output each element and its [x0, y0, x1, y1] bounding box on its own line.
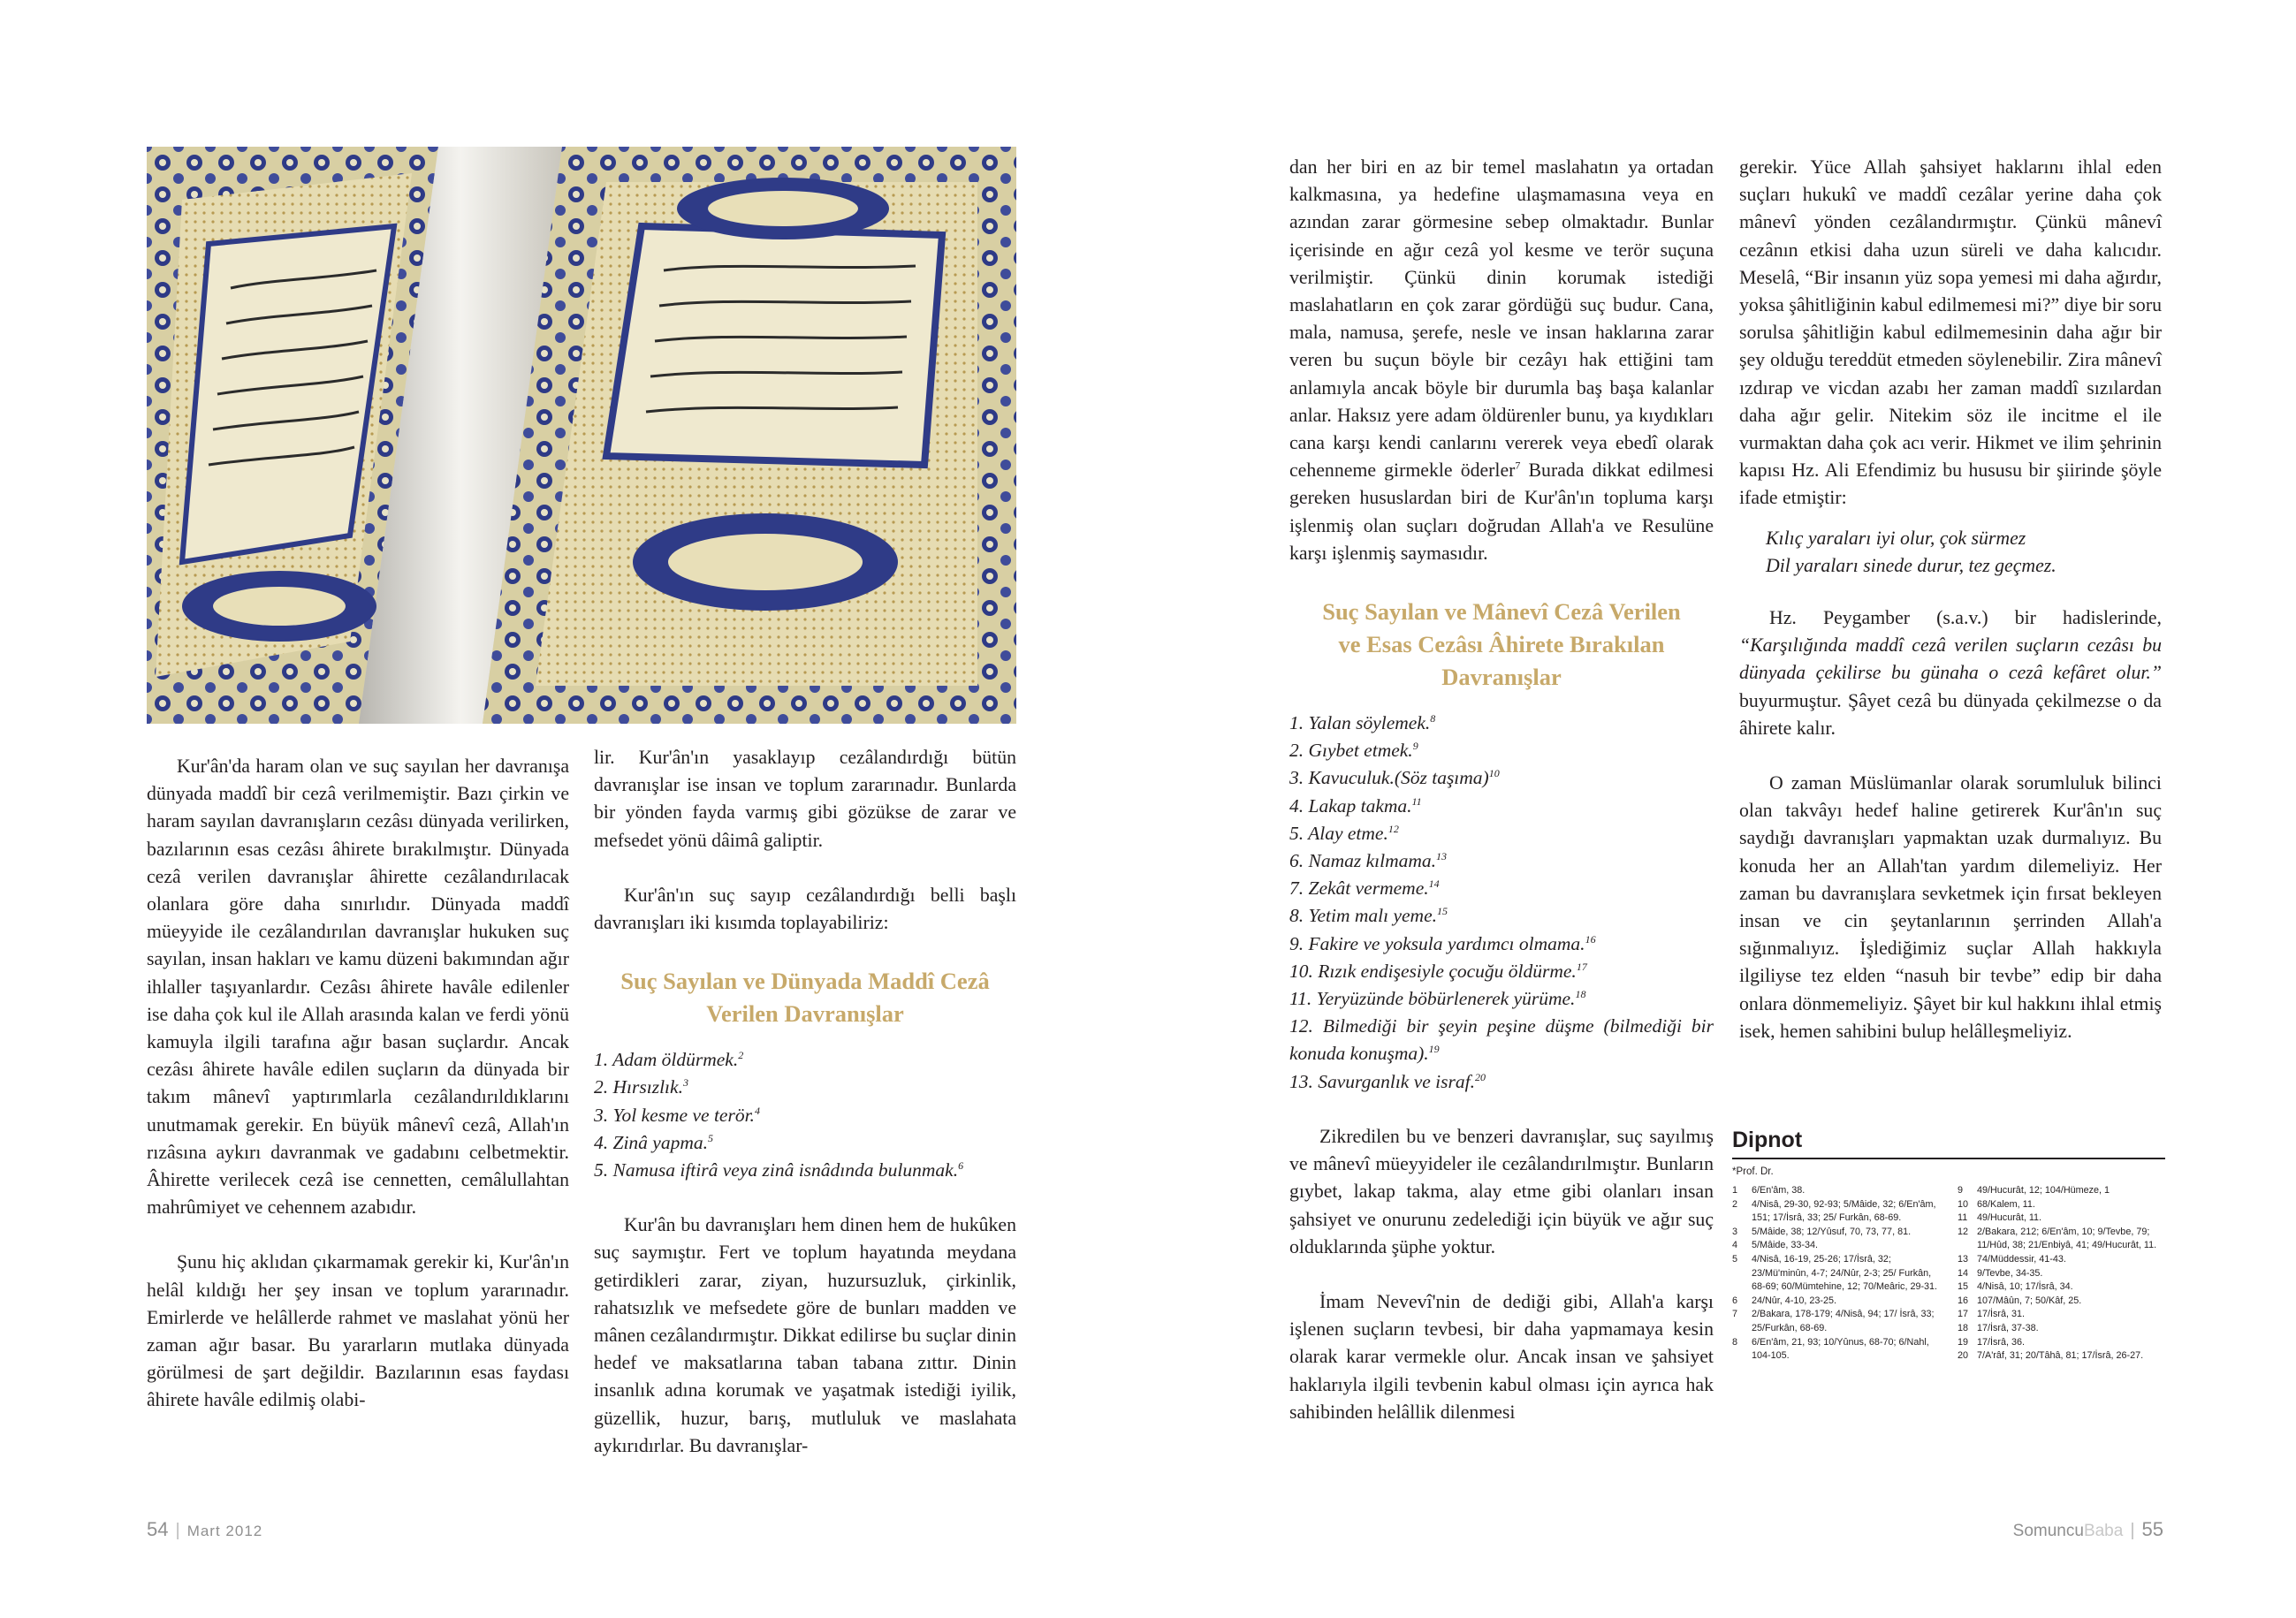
list-item: 2. Gıybet etmek.$^9$: [1289, 740, 1418, 762]
list-item: 6. Namaz kılmama.$^{13}$: [1289, 849, 1448, 872]
list-item: 10. Rızık endişesiyle çocuğu öldürme.$^{17}$: [1289, 960, 1587, 982]
paragraph: Kur'ân'ın suç sayıp cezâlandırdığı belli başlı davranışları iki kısımda toplayabiliriz:: [594, 884, 1016, 934]
column-3: [1289, 154, 1714, 1426]
list-item: 1. Adam öldürmek.$^2$: [594, 1049, 744, 1071]
list-item: 5. Namusa iftirâ veya zinâ isnâdında bulunmak.$^6$: [594, 1158, 964, 1181]
footnote: 10 68/Kalem, 11.: [1958, 1198, 2035, 1210]
footnote: 13 74/Müddessir, 41-43.: [1958, 1253, 2066, 1265]
footnote: 19 17/İsrâ, 36.: [1958, 1336, 2026, 1348]
page-footer-left: [147, 1518, 262, 1541]
list-item: 4. Lakap takma.$^{11}$: [1289, 794, 1422, 817]
paragraph: Kur'ân'da haram olan ve suç sayılan her davranışa dünyada maddî bir cezâ verilmemiştir. Bazı çirkin ve haram sayılan davranışların cezâsı dünyada verilirken, bazılarının esas cezâsı âhirete bırakılmıştır. Dünyada cezâ verilen davranışlar âhirette cezâlandırılacak olanlara göre daha sınırlıdır. Dünyada maddî müeyyide ile cezâlandırılan davranışlar hukuken suç sayılan, insan hakları ve kamu düzeni bakımından ağır ihlaller taşıyanlardır. Cezâsı âhirete havâle edilenler ise daha çok kul ile Allah arasında kalan ve ferdi yönü kamuyla ilgili tarafına ağır basan suçlardır. Ancak cezâsı âhirete havâle edilen suçların da dünyada bir takım mânevî yaptırımlarla cezâlandırıldıklarını unutmamak gerekir. En büyük mânevî cezâ, Allah'ın rızâsına aykırı davranmak ve gadabını celbetmektir. Âhirette verilecek cezâ ise cennetten, cemâlullahtan mahrûmiyet ve cehennem azabıdır.: [147, 756, 569, 1219]
footnote: 16 107/Mâûn, 7; 50/Kâf, 25.: [1958, 1295, 2082, 1306]
author-note: *Prof. Dr.: [1732, 1166, 1774, 1177]
list-item: 5. Alay etme.$^{12}$: [1289, 822, 1399, 844]
list-item: 9. Fakire ve yoksula yardımcı olmama.$^{16}$: [1289, 932, 1596, 954]
list-item: 7. Zekât vermeme.$^{14}$: [1289, 877, 1440, 900]
footnote: 3 5/Mâide, 38; 12/Yûsuf, 70, 73, 77, 81.: [1732, 1226, 1912, 1237]
issue-date: Mart 2012: [186, 1523, 263, 1539]
footnote: 5 4/Nisâ, 16-19, 25-26; 17/İsrâ, 32; 23/Mü'minûn, 4-7; 24/Nûr, 2-3; 25/ Furkân, 68-69; 60/Mümtehine, 12; 70/Meâric, 29-31.: [1732, 1253, 1938, 1293]
footnote: 12 2/Bakara, 212; 6/En'âm, 10; 9/Tevbe, 79; 11/Hûd, 38; 21/Enbiyâ, 41; 49/Hucurât, 11.: [1958, 1226, 2157, 1251]
footnote: 1 6/En'âm, 38.: [1732, 1185, 1806, 1196]
worldly-punishment-list: [594, 1046, 1016, 1184]
list-item: 12. Bilmediği bir şeyin peşine düşme (bilmediği bir konuda konuşma).$^{19}$: [1289, 1015, 1714, 1065]
section-heading: Suç Sayılan ve Mânevî Cezâ Verilen ve Esas Cezâsı Âhirete Bırakılan Davranışlar: [1322, 598, 1681, 691]
list-item: 8. Yetim malı yeme.$^{15}$: [1289, 905, 1448, 927]
list-item: 3. Yol kesme ve terör.$^4$: [594, 1104, 760, 1126]
footnote: 9 49/Hucurât, 12; 104/Hümeze, 1: [1958, 1185, 2110, 1196]
paragraph: gerekir. Yüce Allah şahsiyet haklarını ihlal eden suçları hukukî ve maddî cezâlar yerine daha çok mânevî yönden cezâlandırmıştır. Çünkü mânevî cezânın etkisi daha uzun süreli ve daha kalıcıdır. Meselâ, “Bir insanın yüz sopa yemesi mi daha ağırdır, yoksa şâhitliğinin kabul edilmemesi mi?” diye bir soru sorulsa şâhitliğin kabul edilmemesinin daha ağır bir şey olduğu tereddüt etmeden söylenebilir. Zira mânevî ızdırap ve vicdan azabı her zaman maddî sızılardan daha ağır gelir. Nitekim söz ile incitme el ile vurmaktan daha çok acı verir. Hikmet ve ilim şehrinin kapısı Hz. Ali Efendimiz bu hususu bir şiirinde şöyle ifade etmiştir:: [1739, 156, 2162, 509]
page-footer-right: [2013, 1518, 2163, 1541]
paragraph: Kur'ân bu davranışları hem dinen hem de hukûken suç saymıştır. Fert ve toplum hayatında meydana getirdikleri zarar, ziyan, huzursuzluk, çirkinlik, rahatsızlık ve mefsedete göre de bunları madden ve mânen cezâlandırmıştır. Dikkat edilirse bu suçlar dinin hedef ve maksatlarına taban tabana zıttır. Dinin insanlık adına korumak ve yaşatmak istediği iyilik, güzellik, huzur, barış, mutluluk ve maslahata aykırıdırlar. Bu davranışlar-: [594, 1214, 1016, 1456]
footnote: 14 9/Tevbe, 34-35.: [1958, 1267, 2043, 1279]
manuscript-photo: [147, 147, 1016, 724]
footnotes: [1732, 1128, 2165, 1364]
footnotes-title: Dipnot: [1732, 1128, 2165, 1159]
folio-separator: |: [175, 1521, 180, 1540]
folio-separator: |: [2130, 1521, 2135, 1540]
footnote: 2 4/Nisâ, 29-30, 92-93; 5/Mâide, 32; 6/En'âm, 151; 17/İsrâ, 33; 25/ Furkân, 68-69.: [1732, 1198, 1936, 1224]
footnote: 20 7/A'râf, 31; 20/Tâhâ, 81; 17/İsrâ, 26-27.: [1958, 1350, 2144, 1362]
footnote: 4 5/Mâide, 33-34.: [1732, 1240, 1819, 1251]
list-item: 11. Yeryüzünde böbürlenerek yürüme.$^{18}$: [1289, 987, 1586, 1010]
paragraph: O zaman Müslümanlar olarak sorumluluk bilinci olan takvâyı hedef haline getirerek Kur'ân'ın suç saydığı davranışları yapmaktan uzak durmalıyız. Bu konuda her an Allah'tan yardım dilemeliyiz. Her zaman bu davranışlara sevketmek için fırsat bekleyen insan ve cin şeytanlarının şerrinden Allah'a sığınmalıyız. İşlediğimiz suçlar Allah hakkıyla ilgiliyse tez elden “nasuh bir tevbe” edip bir daha onlara dönmemeliyiz. Şâyet bir kul hakkını ihlal etmiş isek, hemen sahibini bulup helâlleşmeliyiz.: [1739, 772, 2162, 1042]
paragraph: Zikredilen bu ve benzeri davranışlar, suç sayılmış ve mânevî müeyyideler ile cezâlandırılmıştır. Bunların gıybet, lakap takma, alay etme gibi olanları insan şahsiyet ve onurunu zedelediği için büyük ve ağır suç olduklarında şüphe yoktur.: [1289, 1125, 1714, 1257]
footnote: 17 17/İsrâ, 31.: [1958, 1309, 2026, 1320]
footnotes-left: [1732, 1184, 1940, 1364]
footnote: 18 17/İsrâ, 37-38.: [1958, 1322, 2039, 1333]
paragraph: lir. Kur'ân'ın yasaklayıp cezâlandırdığı bütün davranışlar ise insan ve toplum zararınadır. Bunlarda bir yönden fayda varmış gibi gözükse de zarar ve mefsedet yönü dâimâ galiptir.: [594, 747, 1016, 851]
paragraph: Şunu hiç aklıdan çıkarmamak gerekir ki, Kur'ân'ın helâl kıldığı her şey insan ve toplum yararınadır. Emirlerde ve helâllerde rahmet ve maslahat yönü her zaman ağır basar. Bu yararların mutlaka dünyada görülmesi de şart değildir. Bazılarının esas faydası âhirete havâle edilmiş olabi-: [147, 1251, 569, 1411]
column-1: [147, 753, 569, 1415]
footnote: 6 24/Nûr, 4-10, 23-25.: [1732, 1295, 1837, 1306]
column-4: [1739, 154, 2162, 1045]
paragraph: dan her biri en az bir temel maslahatın ya ortadan kalkmasına, ya hedefine ulaşmamasına veya en azından zarar görmesine sebep olmaktadır. Bunlar içerisinde en ağır cezâ yol kesme ve terör suçuna verilmiştir. Çünkü dinin korumak istediği maslahatların en çok zarar gördüğü suç budur. Cana, mala, namusa, şerefe, nesle ve insan haklarına zarar veren bu suçun böyle bir cezâyı hak ettiğini tam anlamıyla ancak böyle bir durumla baş başa kalanlar anlar. Haksız yere adam öldürenler bunu, ya kıydıkları cana karşı kendi canlarını vererek veya ebedî olarak cehenneme girmekle öderler$^7$ Burada dikkat edilmesi gereken hususlardan biri de Kur'ân'ın topluma karşı işlenmiş olan suçları doğrudan Allah'a ve Resulüne karşı işlenmiş saymasıdır.: [1289, 156, 1714, 564]
poem-line: Kılıç yaraları iyi olur, çok sürmez: [1766, 527, 2026, 549]
list-item: 2. Hırsızlık.$^3$: [594, 1076, 688, 1098]
poem-line: Dil yaraları sinede durur, tez geçmez.: [1766, 554, 2057, 576]
page-number: 55: [2141, 1518, 2163, 1540]
footnote: 11 49/Hucurât, 11.: [1958, 1212, 2042, 1224]
section-heading: Suç Sayılan ve Dünyada Maddî Cezâ Verilen Davranışlar: [620, 968, 990, 1028]
spiritual-punishment-list: [1289, 710, 1714, 1096]
list-item: 3. Kavuculuk.(Söz taşıma)$^{10}$: [1289, 767, 1500, 789]
paragraph: Hz. Peygamber (s.a.v.) bir hadislerinde, “Karşılığında maddî cezâ verilen suçların cezâsı bu dünyada çekilirse bu günaha o cezâ kefâret olur.” buyurmuştur. Şâyet cezâ bu dünyada çekilmezse o da âhirete kalır.: [1739, 607, 2162, 739]
footnote: 8 6/En'âm, 21, 93; 10/Yûnus, 68-70; 6/Nahl, 104-105.: [1732, 1336, 1929, 1362]
column-2: [594, 744, 1016, 1460]
poem: [1739, 525, 2162, 580]
list-item: 4. Zinâ yapma.$^5$: [594, 1131, 713, 1153]
magazine-logo: SomuncuBaba: [2012, 1522, 2124, 1540]
footnote: 7 2/Bakara, 178-179; 4/Nisâ, 94; 17/ İsrâ, 33; 25/Furkân, 68-69.: [1732, 1309, 1935, 1333]
footnote: 15 4/Nisâ, 10; 17/İsrâ, 34.: [1958, 1281, 2073, 1293]
list-item: 1. Yalan söylemek.$^8$: [1289, 711, 1436, 734]
paragraph: İmam Nevevî'nin de dediği gibi, Allah'a karşı işlenen suçların tevbesi, bir daha yapmamaya kesin olarak karar vermekle olur. Ancak insan ve şahsiyet haklarıyla ilgili tevbenin kabul olması için ayrıca hak sahibinden helâllik dilenmesi: [1289, 1290, 1714, 1423]
footnotes-right: [1958, 1184, 2165, 1364]
list-item: 13. Savurganlık ve israf.$^{20}$: [1289, 1070, 1486, 1092]
page-number: 54: [147, 1518, 169, 1540]
